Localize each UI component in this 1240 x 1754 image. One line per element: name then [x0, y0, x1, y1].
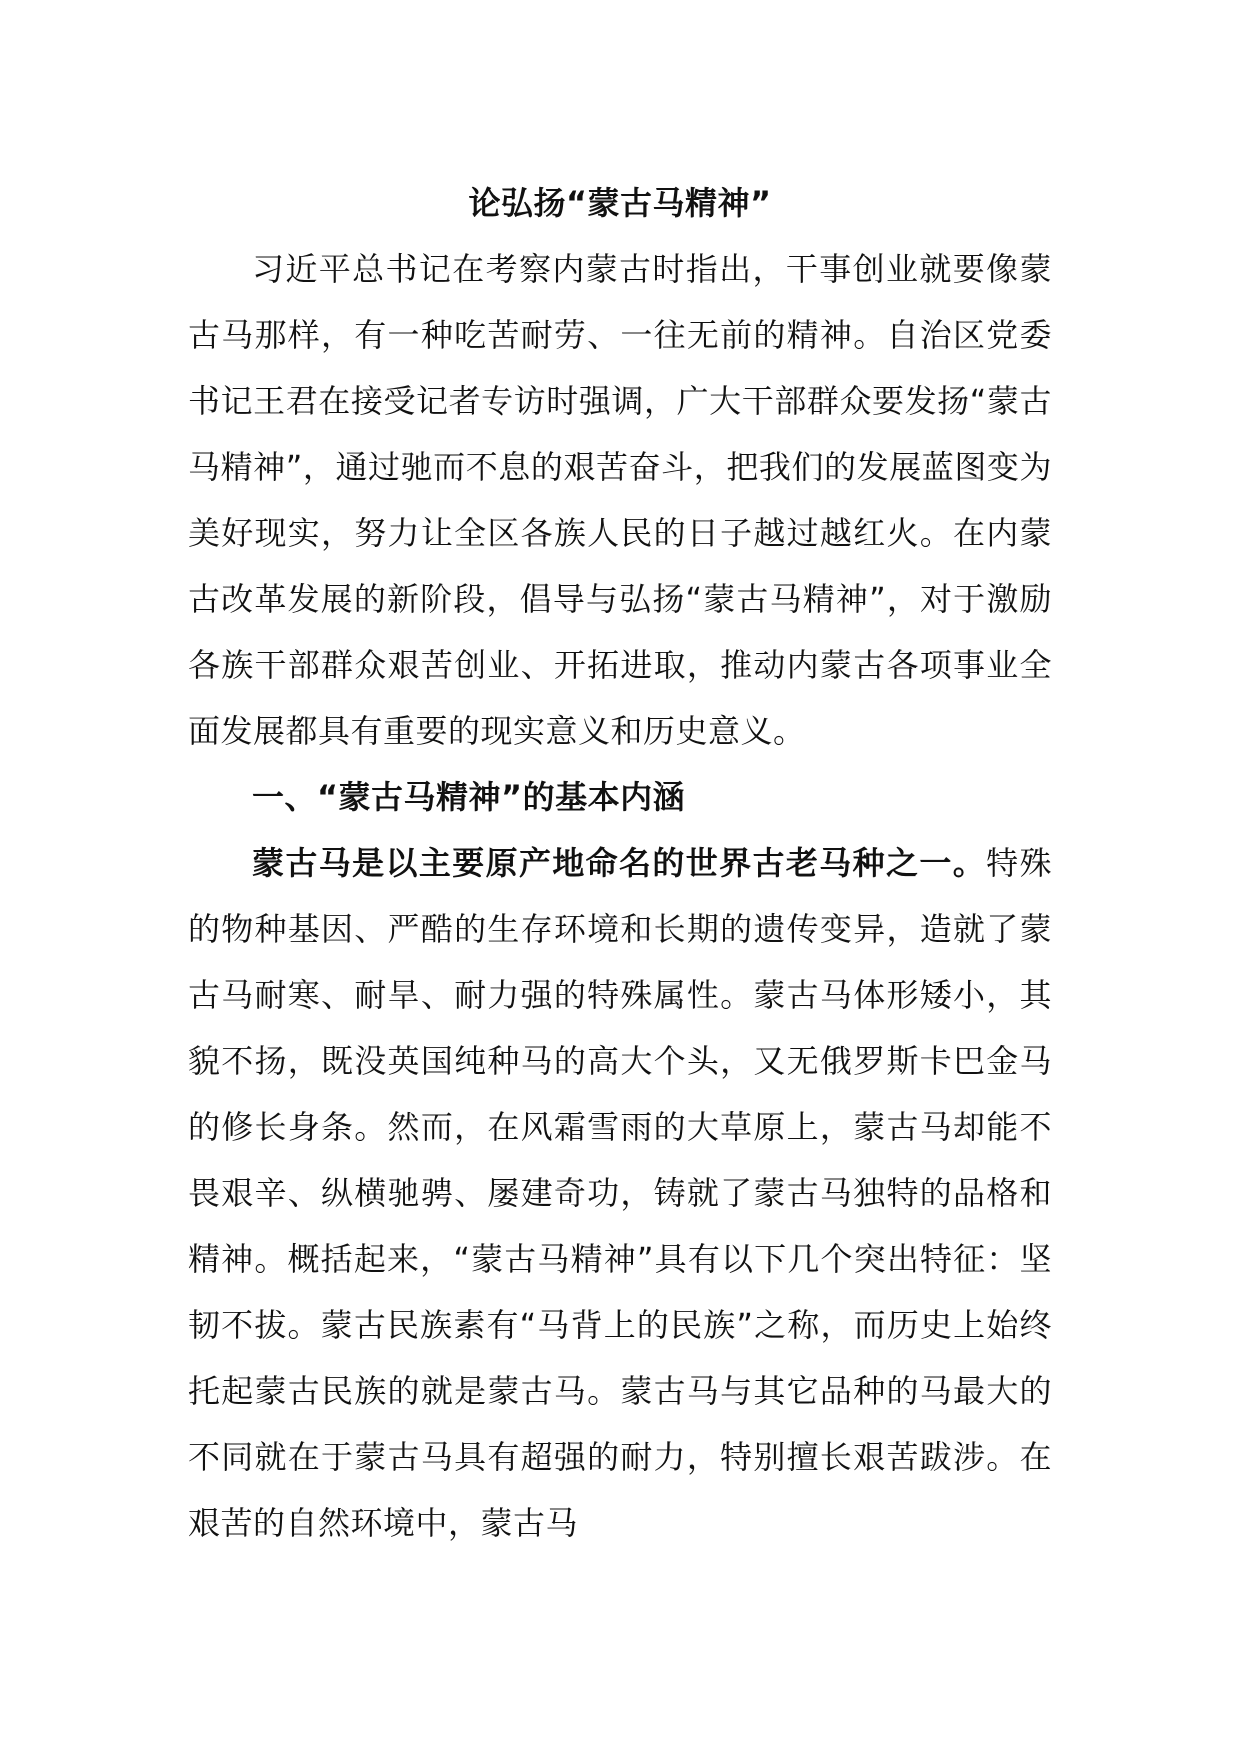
- section-heading: 一、“蒙古马精神”的基本内涵: [252, 778, 686, 816]
- section-paragraph: [188, 830, 1052, 1556]
- section-lead-sentence: 蒙古马是以主要原产地命名的世界古老马种之一。: [252, 844, 987, 882]
- document-body: [188, 170, 1052, 1556]
- document-title: 论弘扬“蒙古马精神”: [468, 184, 772, 222]
- section-body-text: 特殊的物种基因、严酷的生存环境和长期的遗传变异，造就了蒙古马耐寒、耐旱、耐力强的特殊属性。蒙古马体形矮小，其貌不扬，既没英国纯种马的高大个头，又无俄罗斯卡巴金马的修长身条。然而，在风霜雪雨的大草原上，蒙古马却能不畏艰辛、纵横驰骋、屡建奇功，铸就了蒙古马独特的品格和精神。概括起来，“蒙古马精神”具有以下几个突出特征：坚韧不拔。蒙古民族素有“马背上的民族”之称，而历史上始终托起蒙古民族的就是蒙古马。蒙古马与其它品种的马最大的不同就在于蒙古马具有超强的耐力，特别擅长艰苦跋涉。在艰苦的自然环境中，蒙古马: [188, 844, 1052, 1542]
- intro-paragraph: 习近平总书记在考察内蒙古时指出，干事创业就要像蒙古马那样，有一种吃苦耐劳、一往无前的精神。自治区党委书记王君在接受记者专访时强调，广大干部群众要发扬“蒙古马精神”，通过驰而不息的艰苦奋斗，把我们的发展蓝图变为美好现实，努力让全区各族人民的日子越过越红火。在内蒙古改革发展的新阶段，倡导与弘扬“蒙古马精神”，对于激励各族干部群众艰苦创业、开拓进取，推动内蒙古各项事业全面发展都具有重要的现实意义和历史意义。: [188, 250, 1052, 750]
